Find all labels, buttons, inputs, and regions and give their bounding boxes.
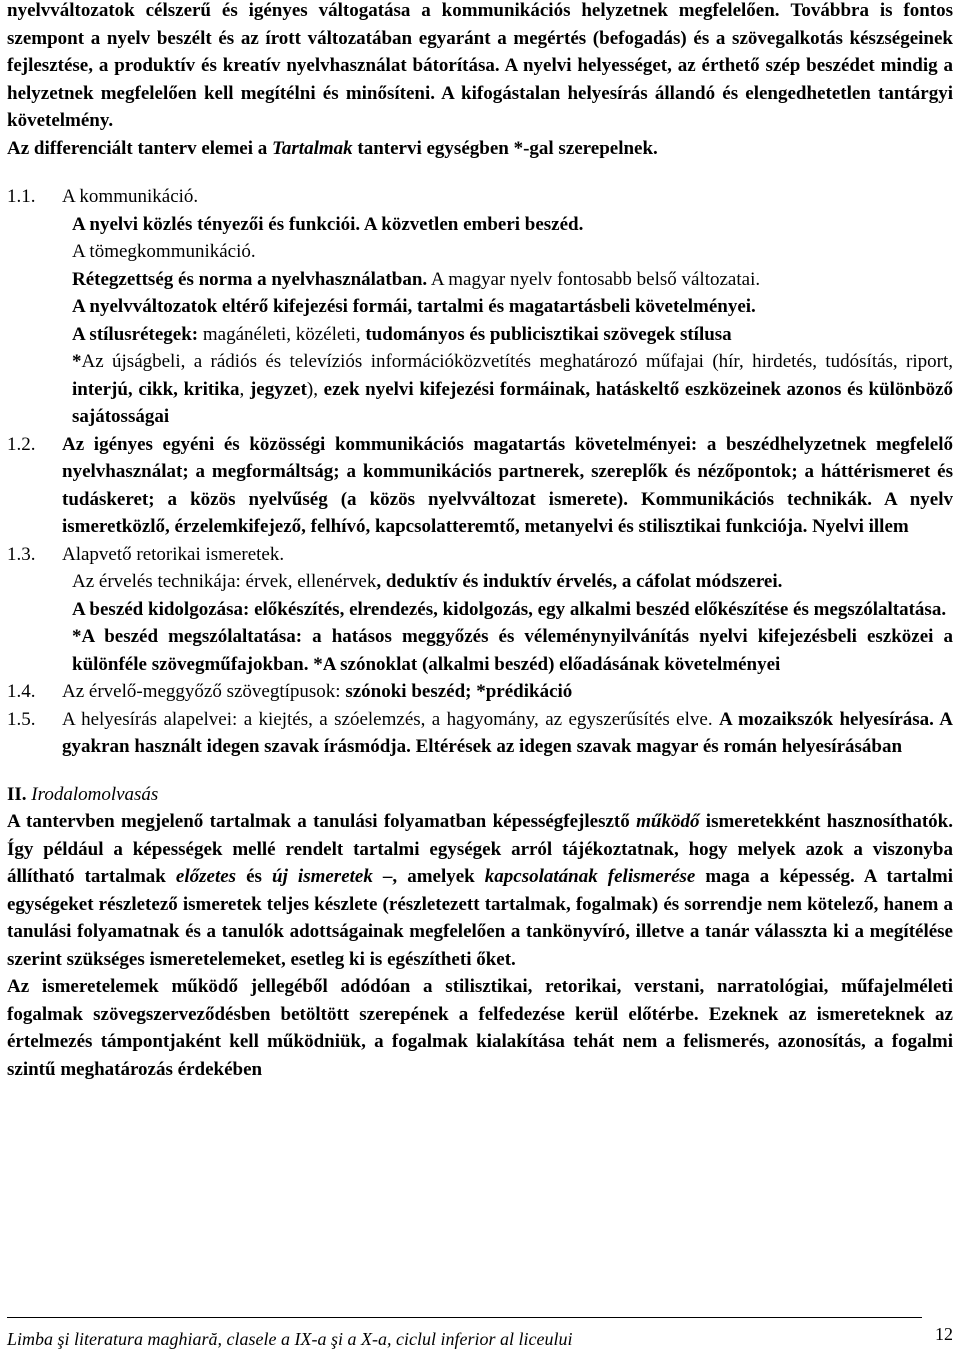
s11-line-a: A nyelvi közlés tényezői és funkciói. A közvetlen emberi beszéd.: [72, 213, 584, 235]
s13-line-a: Az érvelés technikája: érvek, ellenérvek, deduktív és induktív érvelés, a cáfolat módszerei.: [72, 571, 783, 592]
footer-title: Limba şi literatura maghiară, clasele a IX-a şi a X-a, ciclul inferior al liceului: [7, 1329, 573, 1349]
section-title: A kommunikáció.: [62, 186, 199, 207]
section-number: 1.5.: [7, 708, 36, 730]
intro-line-2: Továbbra is fontos szempont a nyelv beszélt és az írott változatában egyaránt a megértés (befogadás) és a szövegalkotás készségeinek fejlesztése, a produktív és kreatív nyelvhasználat bátorítása. A nyelvi helyességet, az érthető szép beszédet mindig a helyzetnek megfelelően kell megítélni és minősíteni. A kifogástalan helyesírás állandó és elengedhetetlen tantárgyi követelmény.: [7, 0, 954, 131]
section-body: Az igényes egyéni és közösségi kommunikációs magatartás követelményei: a beszédhelyzetnek megfelelő nyelvhasználat; a megformáltság; a kommunikációs partnerek, szereplők és nézőpontok; a háttérismeret és tudáskeret; a közös nyelvűség (a közös nyelvváltozat ismerete). Kommunikációs technikák. A nyelv ismeretközlő, érzelemkifejező, felhívó, kapcsolatteremtő, metanyelvi és stilisztikai funkciója. Nyelvi illem: [62, 433, 953, 537]
part-2-paragraph-2: Az ismeretelemek működő jellegéből adódóan a stilisztikai, retorikai, verstani, narratológiai, műfajelméleti fogalmak szövegszerveződésben betöltött szerepének a felfedezése kerül előtérbe. Ezeknek az ismereteknek az értelmezés támpontjaként kell működniük, a fogalmak kialakítása tehát nem a felismerés, azonosítás, a fogalmi szintű meghatározás érdekében: [7, 976, 953, 1080]
s11-line-d: A nyelvváltozatok eltérő kifejezési formái, tartalmi és magatartásbeli követelményei.: [72, 296, 756, 317]
differentiated-note: Az differenciált tanterv elemei a Tartalmak tantervi egységben *-gal szerepelnek.: [7, 137, 658, 159]
section-number: 1.3.: [7, 543, 36, 565]
part-2-heading: II. Irodalomolvasás: [7, 783, 159, 805]
section-number: 1.1.: [7, 186, 36, 207]
s11-line-b: A tömegkommunikáció.: [72, 241, 256, 262]
section-title: Alapvető retorikai ismeretek.: [62, 543, 285, 565]
intro-line-1: nyelvváltozatok célszerű és igényes váltogatása a kommunikációs helyzetnek megfelelően.: [7, 0, 780, 21]
section-1-2: [7, 431, 953, 541]
s11-line-e: A stílusrétegek: magánéleti, közéleti, tudományos és publicisztikai szövegek stílusa: [72, 323, 732, 345]
page-number: 12: [935, 1324, 953, 1344]
s13-line-c: *A beszéd megszólaltatása: a hatásos meggyőzés és véleménynyilvánítás nyelvi kifejezésbeli eszközei a különféle szövegműfajokban. *A szónoklat (alkalmi beszéd) előadásának követelményei: [72, 626, 953, 675]
section-1-3: [7, 541, 953, 569]
s11-line-f: *Az újságbeli, a rádiós és televíziós információközvetítés meghatározó műfajai (hír, hirdetés, tudósítás, riport, interjú, cikk, kritika, jegyzet), ezek nyelvi kifejezési formáinak, hatáskeltő eszközeinek azonos és különböző sajátosságai: [72, 351, 954, 427]
part-2-paragraph-1: A tantervben megjelenő tartalmak a tanulási folyamatban képességfejlesztő működő ismeretekként hasznosíthatók. Így például a képességek mellé rendelt tartalmi egységek arról tájékoztatnak, hogy melyek azok a viszonyba állítható tartalmak előzetes és új ismeretek –, amelyek kapcsolatának felismerése maga a képesség. A tartalmi egységeket részletező ismeretek teljes készlete (részletezett tartalmak, fogalmak) és sorrendje nem kötelező, hanem a tanulási folyamatnak és a tanulók adottságainak megfelelően a tankönyvíró, illetve a tanár válasszta ki a megítélése szerint szükséges ismeretelemeket, esetleg ki is egészítheti őket.: [7, 811, 953, 970]
section-1-1: [7, 183, 953, 211]
s11-line-c: Rétegzettség és norma a nyelvhasználatban. A magyar nyelv fontosabb belső változatai.: [72, 268, 761, 290]
footer-rule: [7, 1317, 922, 1318]
section-number: 1.2.: [7, 433, 36, 455]
intro-paragraph: [7, 0, 953, 135]
document-page: [7, 0, 953, 1083]
section-number: 1.4.: [7, 681, 36, 702]
section-1-5: 1.5. A helyesírás alapelvei: a kiejtés, a szóelemzés, a hagyomány, az egyszerűsítés elve. A mozaikszók helyesírása. A gyakran használt idegen szavak írásmódja. Eltérések az idegen szavak magyar és román helyesírásában: [7, 706, 953, 761]
s13-line-b: A beszéd kidolgozása: előkészítés, elrendezés, kidolgozás, egy alkalmi beszéd előkészítése és megszólaltatása.: [72, 598, 947, 620]
section-1-4: 1.4. Az érvelő-meggyőző szövegtípusok: szónoki beszéd; *prédikáció: [7, 678, 953, 706]
